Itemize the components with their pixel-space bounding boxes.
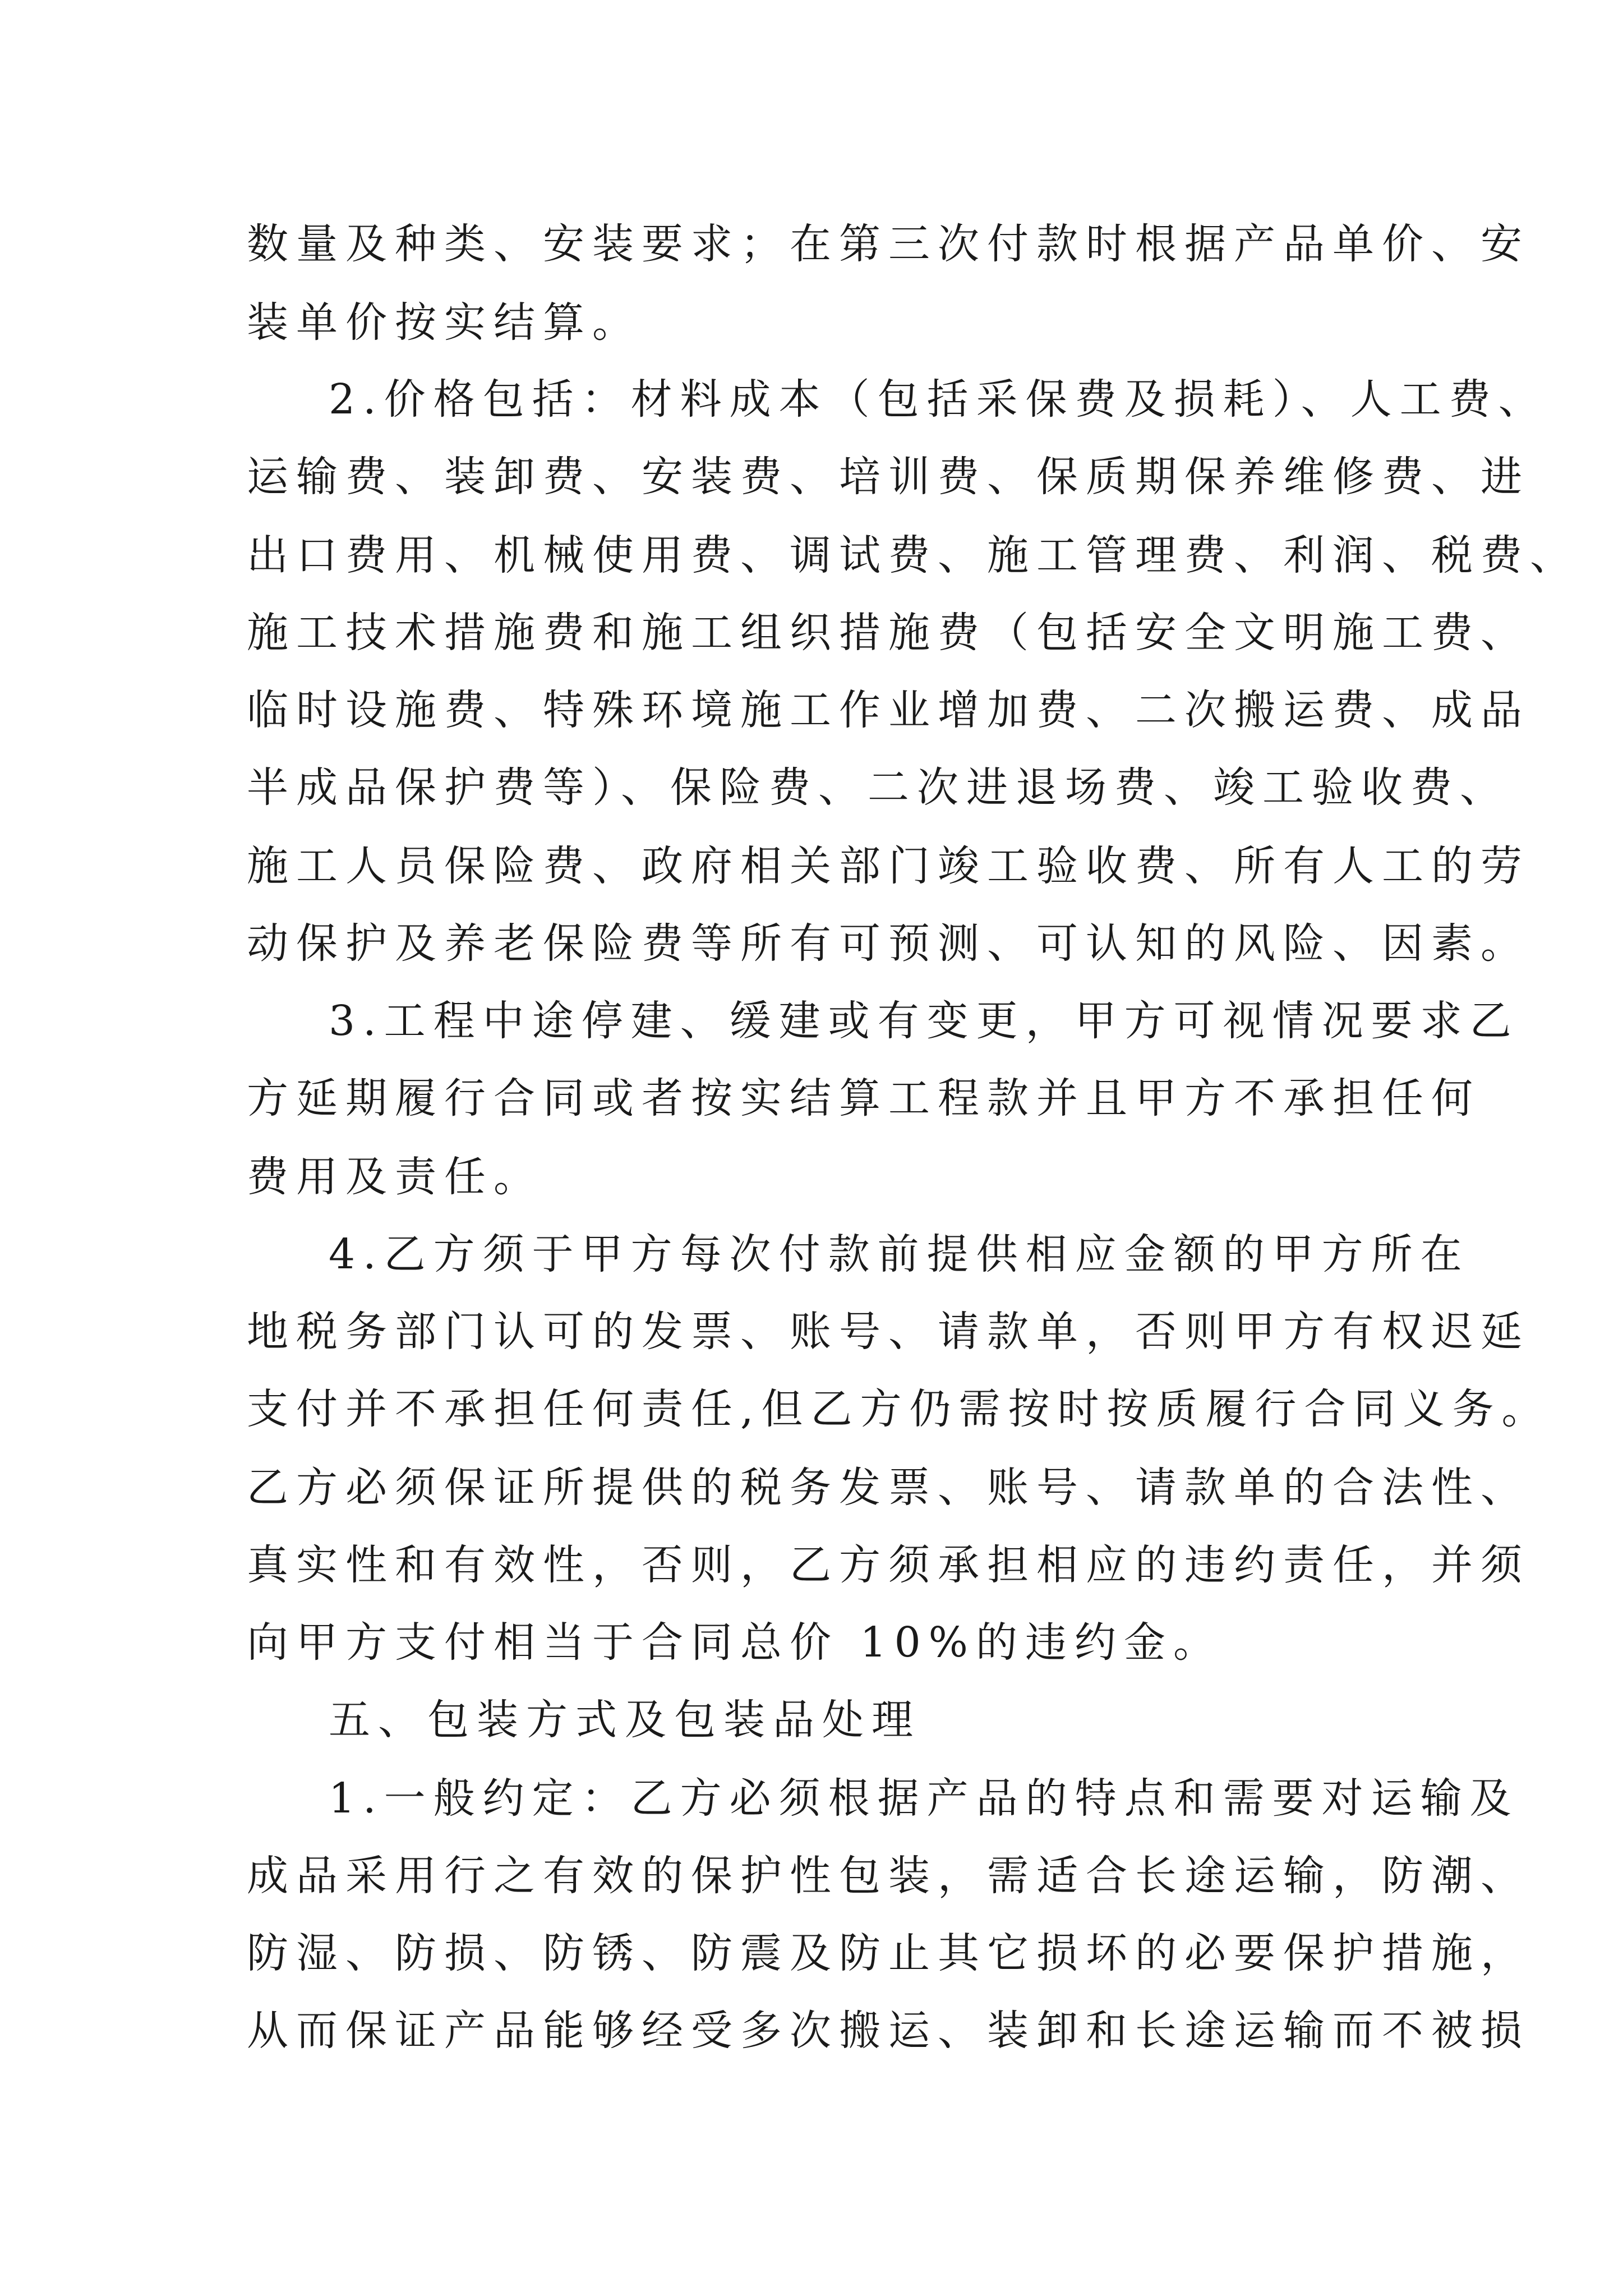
text-line: 施工人员保险费、政府相关部门竣工验收费、所有人工的劳 [247,842,1530,890]
text-line: 支付并不承担任何责任,但乙方仍需按时按质履行合同义务。 [247,1385,1551,1433]
text-line: 费用及责任。 [247,1153,543,1201]
text-line: 动保护及养老保险费等所有可预测、可认知的风险、因素。 [247,919,1530,968]
text-line: 成品采用行之有效的保护性包装，需适合长途运输，防潮、 [247,1852,1530,1900]
text-line: 出口费用、机械使用费、调试费、施工管理费、利润、税费、 [247,531,1579,579]
text-line: 地税务部门认可的发票、账号、请款单，否则甲方有权迟延 [247,1308,1530,1356]
text-line: 乙方必须保证所提供的税务发票、账号、请款单的合法性、 [247,1464,1530,1512]
text-line: 从而保证产品能够经受多次搬运、装卸和长途运输而不被损 [247,2007,1530,2055]
text-line: 3.工程中途停建、缓建或有变更，甲方可视情况要求乙 [329,997,1519,1045]
text-line: 数量及种类、安装要求；在第三次付款时根据产品单价、安 [247,220,1530,268]
section-heading: 五、包装方式及包装品处理 [329,1696,921,1744]
text-line: 1.一般约定：乙方必须根据产品的特点和需要对运输及 [329,1774,1519,1823]
text-line: 半成品保护费等）、保险费、二次进退场费、竣工验收费、 [247,763,1509,812]
text-line: 运输费、装卸费、安装费、培训费、保质期保养维修费、进 [247,453,1530,501]
text-line: 装单价按实结算。 [247,298,642,347]
text-line: 真实性和有效性，否则，乙方须承担相应的违约责任，并须 [247,1541,1530,1589]
text-line: 2.价格包括：材料成本（包括采保费及损耗）、人工费、 [329,375,1548,424]
text-line: 临时设施费、特殊环境施工作业增加费、二次搬运费、成品 [247,686,1530,734]
text-line: 施工技术措施费和施工组织措施费（包括安全文明施工费、 [247,609,1530,657]
text-line: 4.乙方须于甲方每次付款前提供相应金额的甲方所在 [329,1230,1470,1278]
text-line: 方延期履行合同或者按实结算工程款并且甲方不承担任何 [247,1074,1481,1122]
text-line: 向甲方支付相当于合同总价 10%的违约金。 [247,1618,1223,1667]
text-line: 防湿、防损、防锈、防震及防止其它损坏的必要保护措施， [247,1929,1530,1977]
